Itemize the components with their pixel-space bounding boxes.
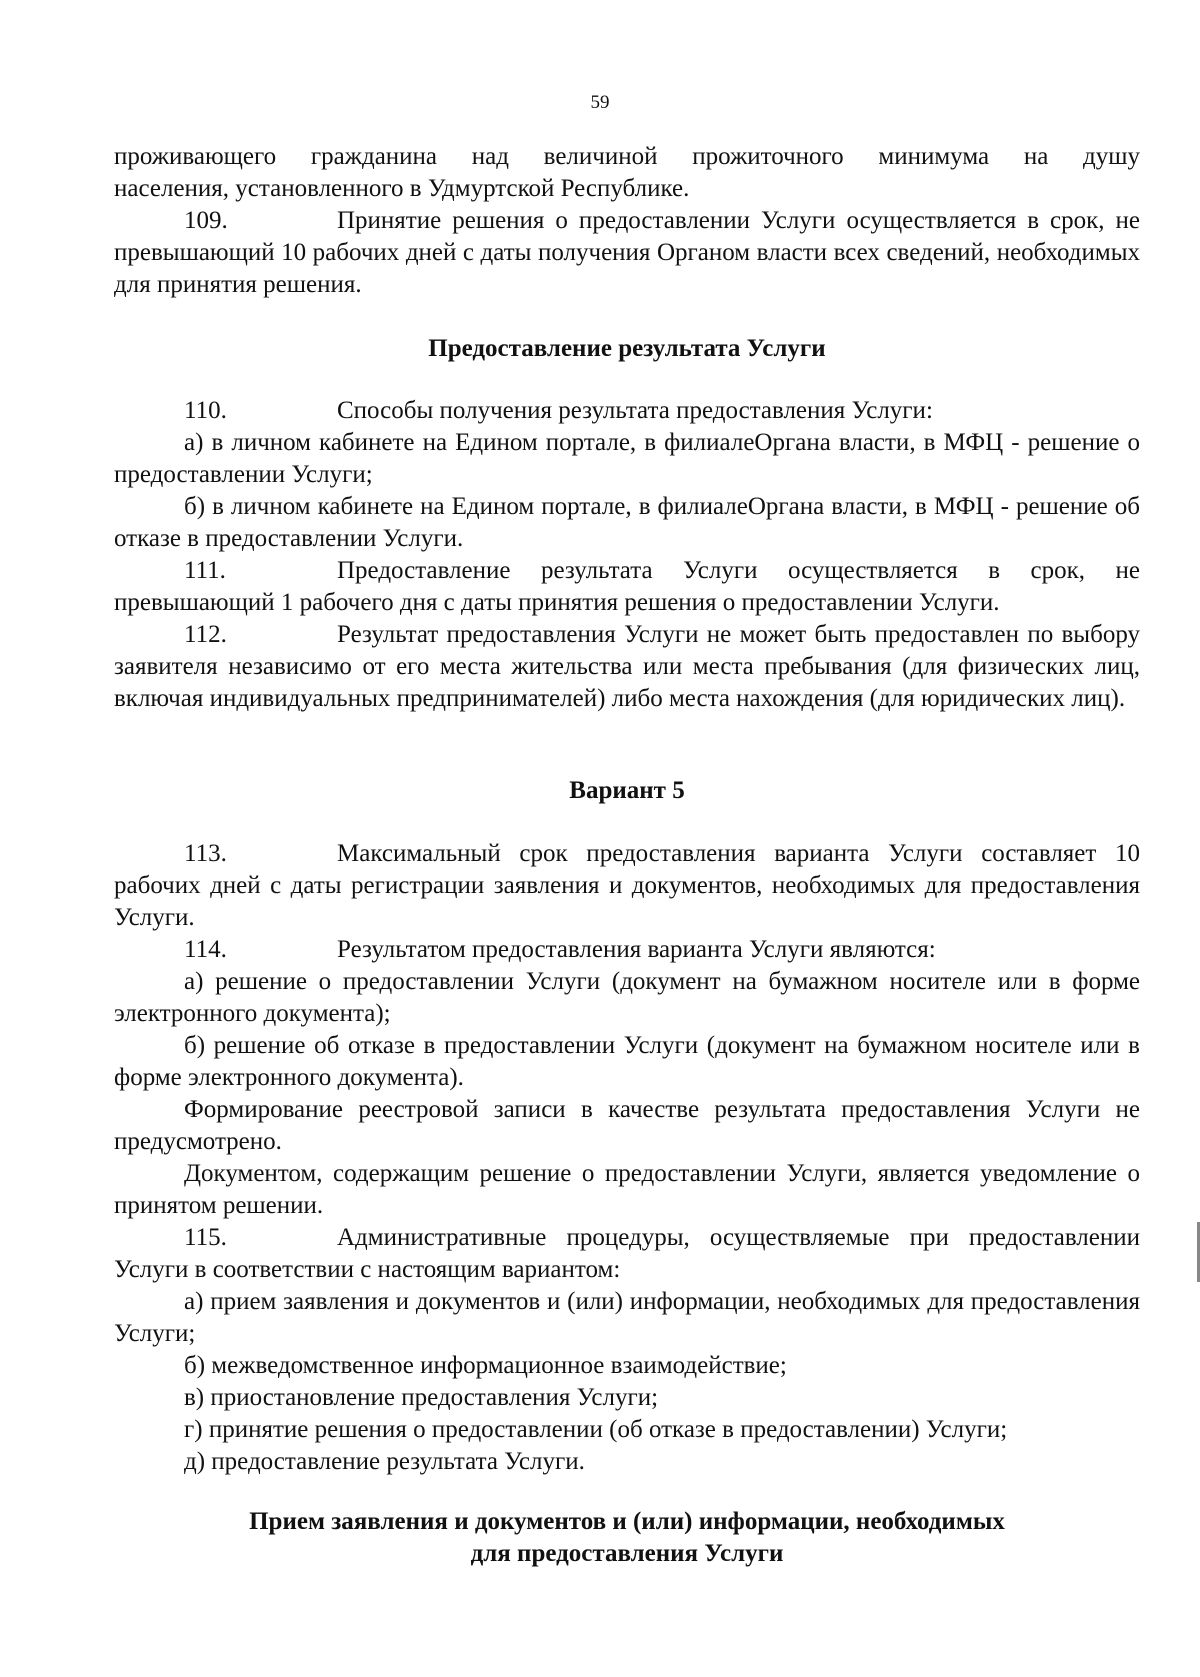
paragraph-114-c: Формирование реестровой записи в качестве результата предоставления Услуги не предусмотрено. — [114, 1096, 1140, 1155]
paragraph-113-text: Максимальный срок предоставления варианта Услуги составляет 10 рабочих дней с даты регистрации заявления и документов, необходимых для предоставления Услуги. — [114, 840, 1140, 931]
item-number-114: 114. — [184, 936, 227, 963]
paragraph-110-text: Способы получения результата предоставления Услуги: — [337, 397, 933, 424]
item-number-113: 113. — [184, 840, 227, 867]
paragraph-114-b: б) решение об отказе в предоставлении Услуги (документ на бумажном носителе или в форме электронного документа). — [114, 1032, 1140, 1091]
item-number-111: 111. — [184, 557, 226, 584]
paragraph-109-text: Принятие решения о предоставлении Услуги осуществляется в срок, не превышающий 10 рабочих дней с даты получения Органом власти всех сведений, необходимых для принятия решения. — [114, 207, 1140, 298]
paragraph-111 — [114, 555, 1140, 619]
paragraph-114 — [114, 934, 1140, 966]
paragraph-115-a: а) прием заявления и документов и (или) информации, необходимых для предоставления Услуги; — [114, 1288, 1140, 1347]
paragraph-111-text: Предоставление результата Услуги осуществляется в срок, не превышающий 1 рабочего дня с даты принятия решения о предоставлении Услуги. — [114, 557, 1140, 616]
paragraph-115 — [114, 1222, 1140, 1286]
paragraph-112-text: Результат предоставления Услуги не может быть предоставлен по выбору заявителя независимо от его места жительства или места пребывания (для физических лиц, включая индивидуальных предпринимателей) либо места нахождения (для юридических лиц). — [114, 621, 1140, 712]
item-number-110: 110. — [184, 397, 227, 424]
paragraph-continuation-line2: населения, установленного в Удмуртской Республике. — [114, 175, 690, 202]
paragraph-109 — [114, 205, 1140, 301]
paragraph-115-b: б) межведомственное информационное взаимодействие; — [184, 1352, 787, 1379]
paragraph-110-b: б) в личном кабинете на Едином портале, в филиалеОргана власти, в МФЦ - решение об отказе в предоставлении Услуги. — [114, 493, 1140, 552]
item-number-115: 115. — [184, 1224, 227, 1251]
section-heading-reception-line1: Прием заявления и документов и (или) информации, необходимых — [249, 1508, 1005, 1535]
paragraph-115-e: д) предоставление результата Услуги. — [184, 1448, 585, 1475]
paragraph-114-d: Документом, содержащим решение о предоставлении Услуги, является уведомление о принятом решении. — [114, 1160, 1140, 1219]
section-heading-variant-5: Вариант 5 — [569, 777, 685, 804]
paragraph-113 — [114, 838, 1140, 934]
paragraph-continuation-line1: проживающего гражданина над величиной прожиточного минимума на душу — [114, 143, 1140, 170]
paragraph-114-text: Результатом предоставления варианта Услуги являются: — [337, 936, 936, 963]
item-number-109: 109. — [184, 207, 228, 234]
item-number-112: 112. — [184, 621, 227, 648]
paragraph-112 — [114, 619, 1140, 715]
section-heading-reception-line2: для предоставления Услуги — [470, 1540, 784, 1567]
paragraph-115-c: в) приостановление предоставления Услуги; — [184, 1384, 659, 1411]
paragraph-110 — [114, 395, 1140, 427]
page-number: 59 — [590, 92, 610, 113]
paragraph-114-a: а) решение о предоставлении Услуги (документ на бумажном носителе или в форме электронного документа); — [114, 968, 1140, 1027]
section-heading-result: Предоставление результата Услуги — [428, 335, 826, 362]
paragraph-115-d: г) принятие решения о предоставлении (об отказе в предоставлении) Услуги; — [184, 1416, 1008, 1443]
paragraph-115-text: Административные процедуры, осуществляемые при предоставлении Услуги в соответствии с настоящим вариантом: — [114, 1224, 1140, 1283]
paragraph-110-a: а) в личном кабинете на Едином портале, в филиалеОргана власти, в МФЦ - решение о предоставлении Услуги; — [114, 429, 1140, 488]
